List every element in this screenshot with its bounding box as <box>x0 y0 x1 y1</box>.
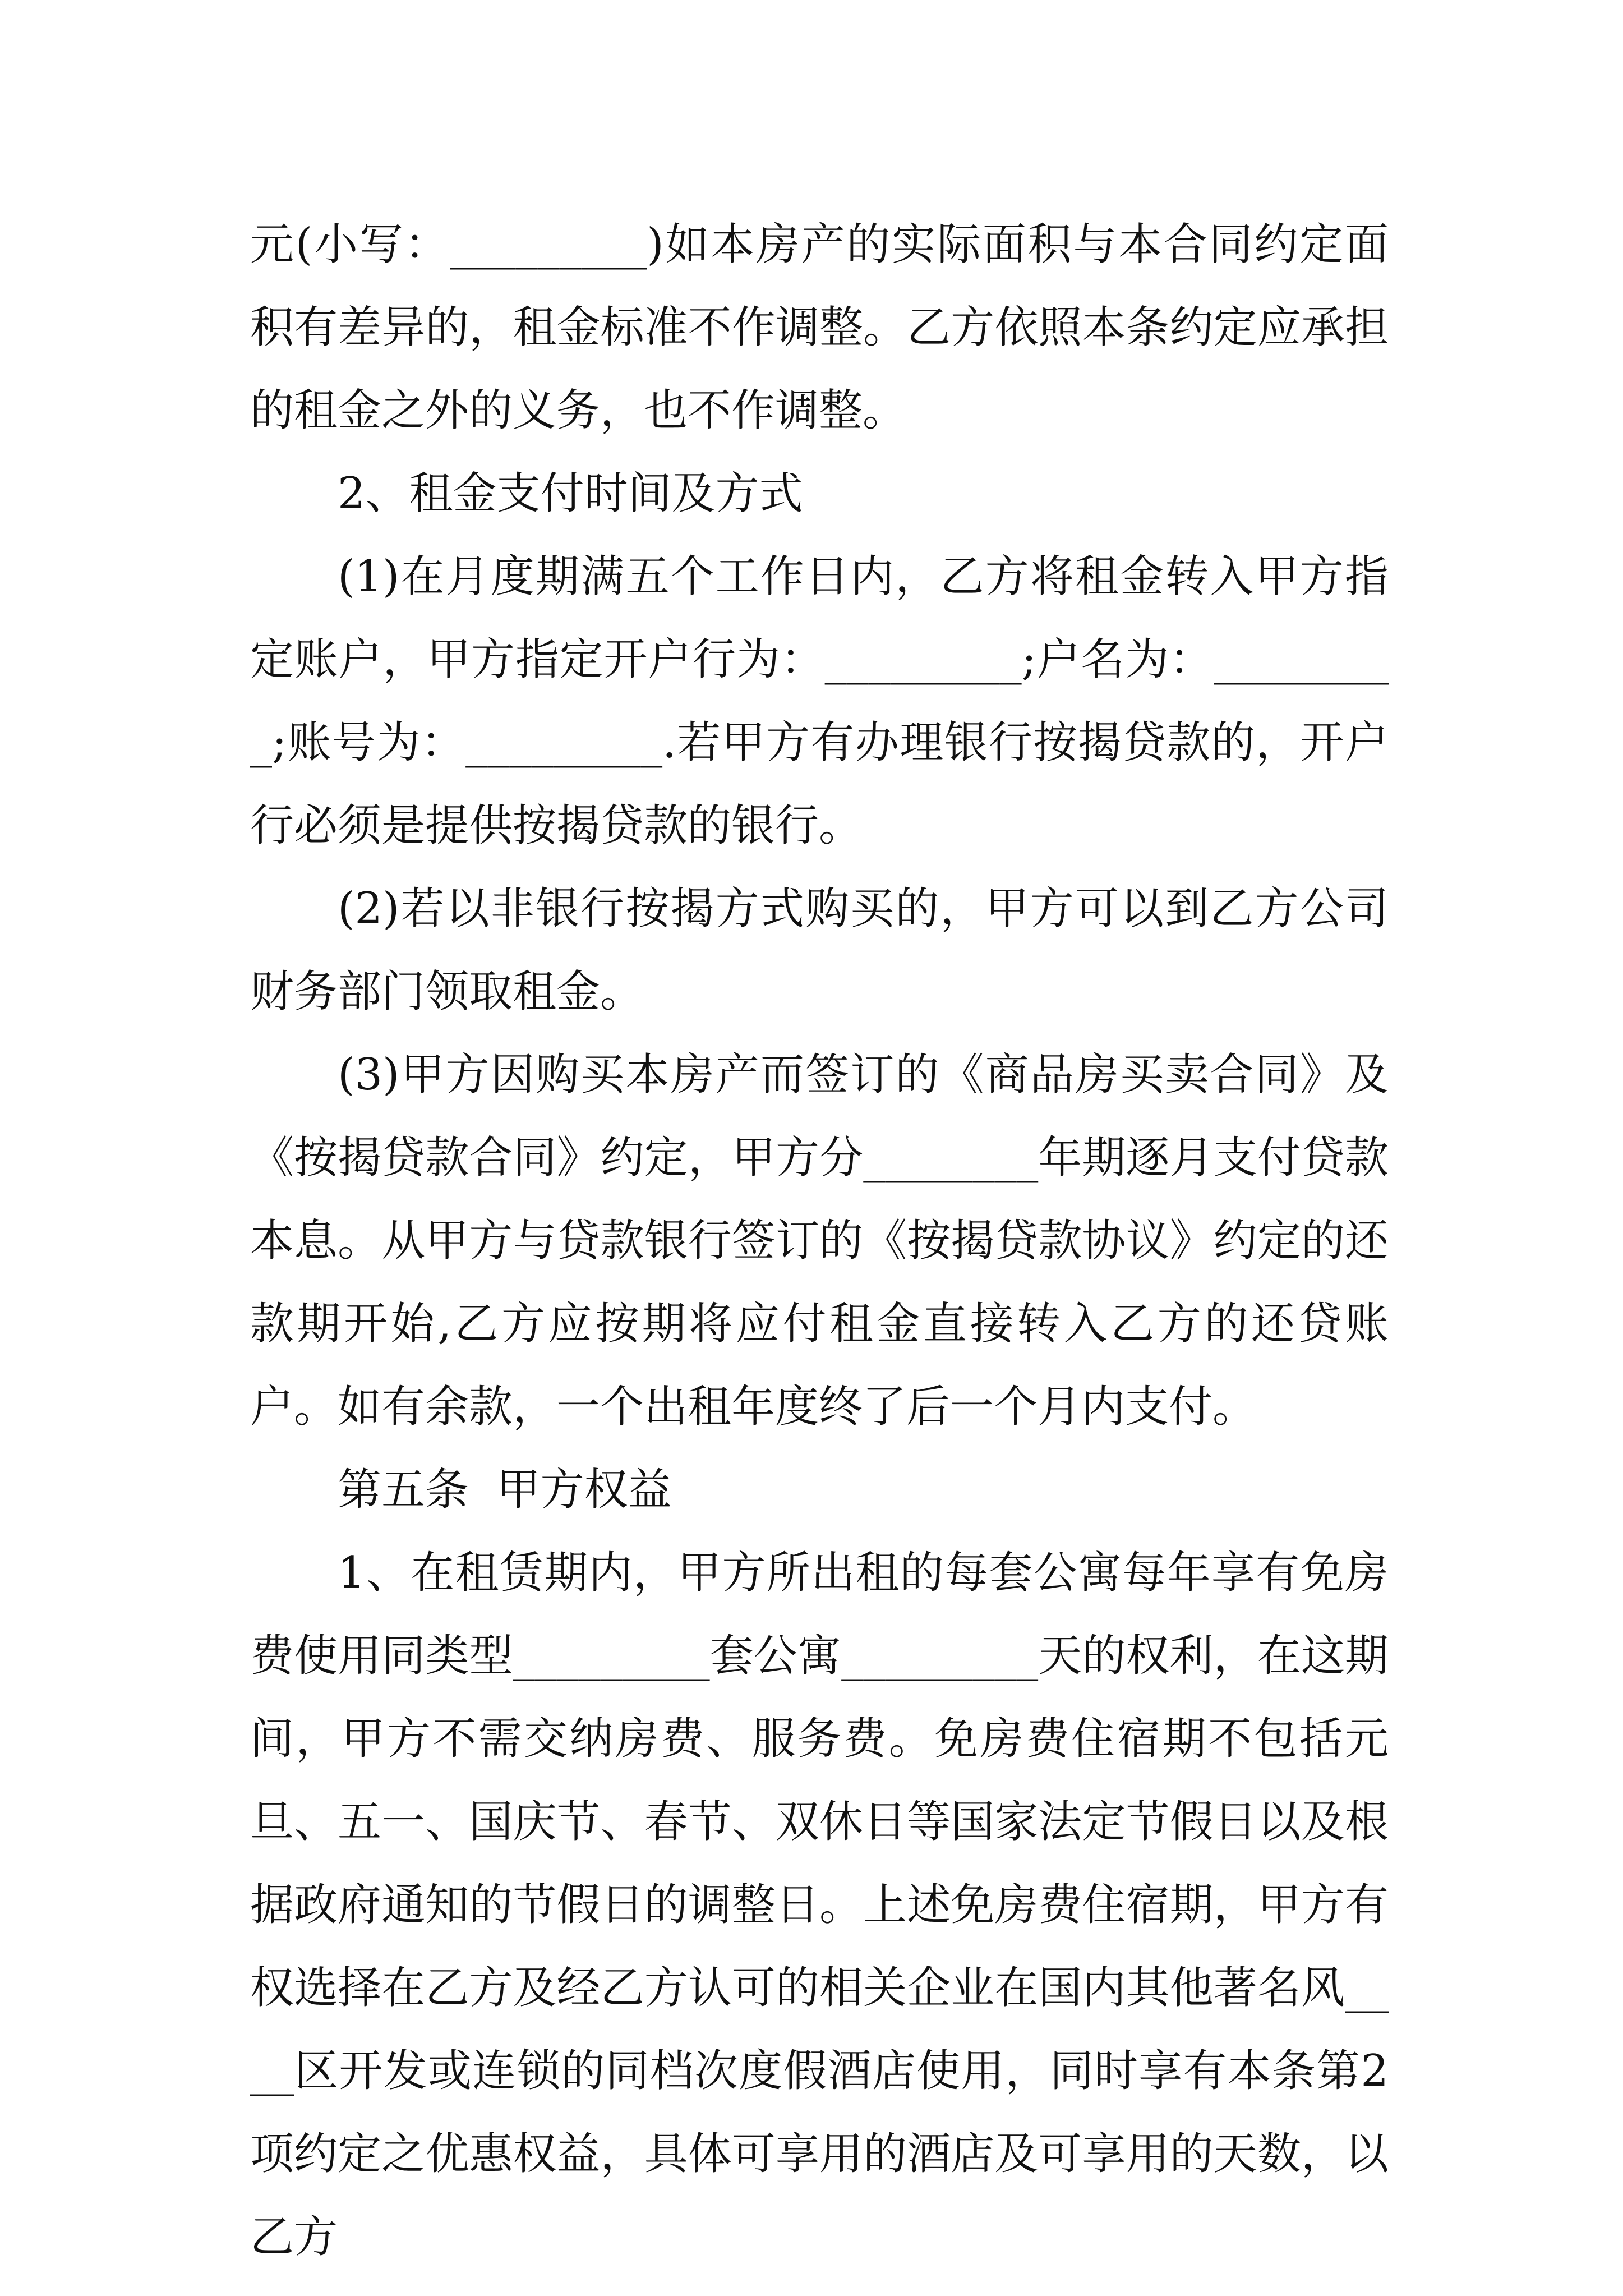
document-body <box>250 203 1389 2279</box>
paragraph-payment-clause-2: (2)若以非银行按揭方式购买的，甲方可以到乙方公司财务部门领取租金。 <box>250 884 1389 1017</box>
paragraph-payment-clause-3: (3)甲方因购买本房产而签订的《商品房买卖合同》及《按揭贷款合同》约定，甲方分________年期逐月支付贷款本息。从甲方与贷款银行签订的《按揭贷款协议》约定的还款期开始,乙方应按期将应付租金直接转入乙方的还贷账户。如有余款，一个出租年度终了后一个月内支付。 <box>250 1050 1389 1432</box>
paragraph-rent-amount: 元(小写：_________)如本房产的实际面积与本合同约定面积有差异的，租金标准不作调整。乙方依照本条约定应承担的租金之外的义务，也不作调整。 <box>250 219 1389 436</box>
heading-article-five: 第五条 甲方权益 <box>338 1465 672 1515</box>
paragraph-payment-clause-1: (1)在月度期满五个工作日内，乙方将租金转入甲方指定账户，甲方指定开户行为：_________;户名为：_________;账号为：_________.若甲方有办理银行按揭贷款的，开户行必须是提供按揭贷款的银行。 <box>250 551 1389 851</box>
paragraph-rights-clause-1: 1、在租赁期内，甲方所出租的每套公寓每年享有免房费使用同类型_________套公寓_________天的权利，在这期间，甲方不需交纳房费、服务费。免房费住宿期不包括元旦、五一、国庆节、春节、双休日等国家法定节假日以及根据政府通知的节假日的调整日。上述免房费住宿期，甲方有权选择在乙方及经乙方认可的相关企业在国内其他著名风____区开发或连锁的同档次度假酒店使用，同时享有本条第2项约定之优惠权益，具体可享用的酒店及可享用的天数，以乙方 <box>250 1548 1389 2262</box>
heading-payment-time-method: 2、租金支付时间及方式 <box>338 468 803 519</box>
